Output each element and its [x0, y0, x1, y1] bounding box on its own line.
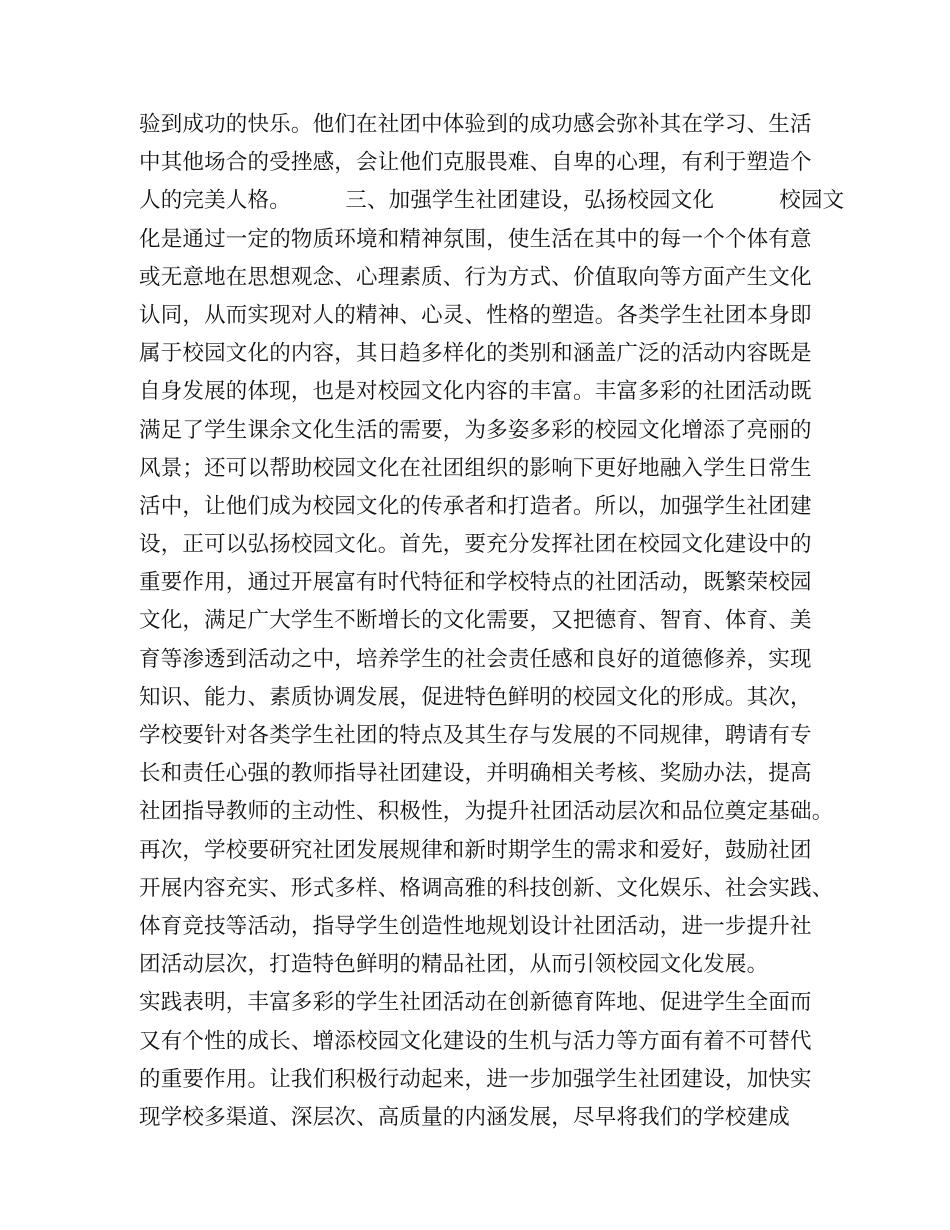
text-line: 体育竞技等活动，指导学生创造性地规划设计社团活动，进一步提升社: [139, 913, 812, 939]
text-line: 满足了学生课余文化生活的需要，为多姿多彩的校园文化增添了亮丽的: [139, 417, 812, 443]
text-line: 属于校园文化的内容，其日趋多样化的类别和涵盖广泛的活动内容既是: [139, 341, 812, 367]
text-line: 自身发展的体现，也是对校园文化内容的丰富。丰富多彩的社团活动既: [139, 379, 812, 405]
text-line: 社团指导教师的主动性、积极性，为提升社团活动层次和品位奠定基础。: [139, 799, 834, 825]
text-line: 长和责任心强的教师指导社团建设，并明确相关考核、奖励办法，提高: [139, 761, 812, 787]
text-line: 育等渗透到活动之中，培养学生的社会责任感和良好的道德修养，实现: [139, 646, 812, 672]
text-line: 重要作用，通过开展富有时代特征和学校特点的社团活动，既繁荣校园: [139, 570, 812, 596]
text-line: 的重要作用。让我们积极行动起来，进一步加强学生社团建设，加快实: [139, 1066, 812, 1092]
text-line: 活中，让他们成为校园文化的传承者和打造者。所以，加强学生社团建: [139, 493, 812, 519]
text-line: 实践表明，丰富多彩的学生社团活动在创新德育阵地、促进学生全面而: [139, 990, 812, 1016]
text-line: 现学校多渠道、深层次、高质量的内涵发展，尽早将我们的学校建成: [139, 1104, 791, 1130]
body-text: [139, 106, 845, 1137]
text-line: 又有个性的成长、增添校园文化建设的生机与活力等方面有着不可替代: [139, 1028, 812, 1054]
text-line: 团活动层次，打造特色鲜明的精品社团，从而引领校园文化发展。: [139, 952, 769, 978]
text-line: 或无意地在思想观念、心理素质、行为方式、价值取向等方面产生文化: [139, 264, 812, 290]
text-line: 风景；还可以帮助校园文化在社团组织的影响下更好地融入学生日常生: [139, 455, 812, 481]
text-line: 文化，满足广大学生不断增长的文化需要，又把德育、智育、体育、美: [139, 608, 812, 634]
text-line: 人的完美人格。 三、加强学生社团建设，弘扬校园文化 校园文: [139, 188, 845, 214]
text-line: 开展内容充实、形式多样、格调高雅的科技创新、文化娱乐、社会实践、: [139, 875, 834, 901]
text-line: 设，正可以弘扬校园文化。首先，要充分发挥社团在校园文化建设中的: [139, 532, 812, 558]
text-line: 中其他场合的受挫感，会让他们克服畏难、自卑的心理，有利于塑造个: [139, 150, 812, 176]
text-line: 认同，从而实现对人的精神、心灵、性格的塑造。各类学生社团本身即: [139, 302, 812, 328]
text-line: 学校要针对各类学生社团的特点及其生存与发展的不同规律，聘请有专: [139, 723, 812, 748]
text-line: 知识、能力、素质协调发展，促进特色鲜明的校园文化的形成。其次，: [139, 684, 812, 710]
text-line: 再次，学校要研究社团发展规律和新时期学生的需求和爱好，鼓励社团: [139, 837, 812, 863]
text-line: 化是通过一定的物质环境和精神氛围，使生活在其中的每一个个体有意: [139, 226, 812, 252]
text-line: 验到成功的快乐。他们在社团中体验到的成功感会弥补其在学习、生活: [139, 112, 812, 137]
